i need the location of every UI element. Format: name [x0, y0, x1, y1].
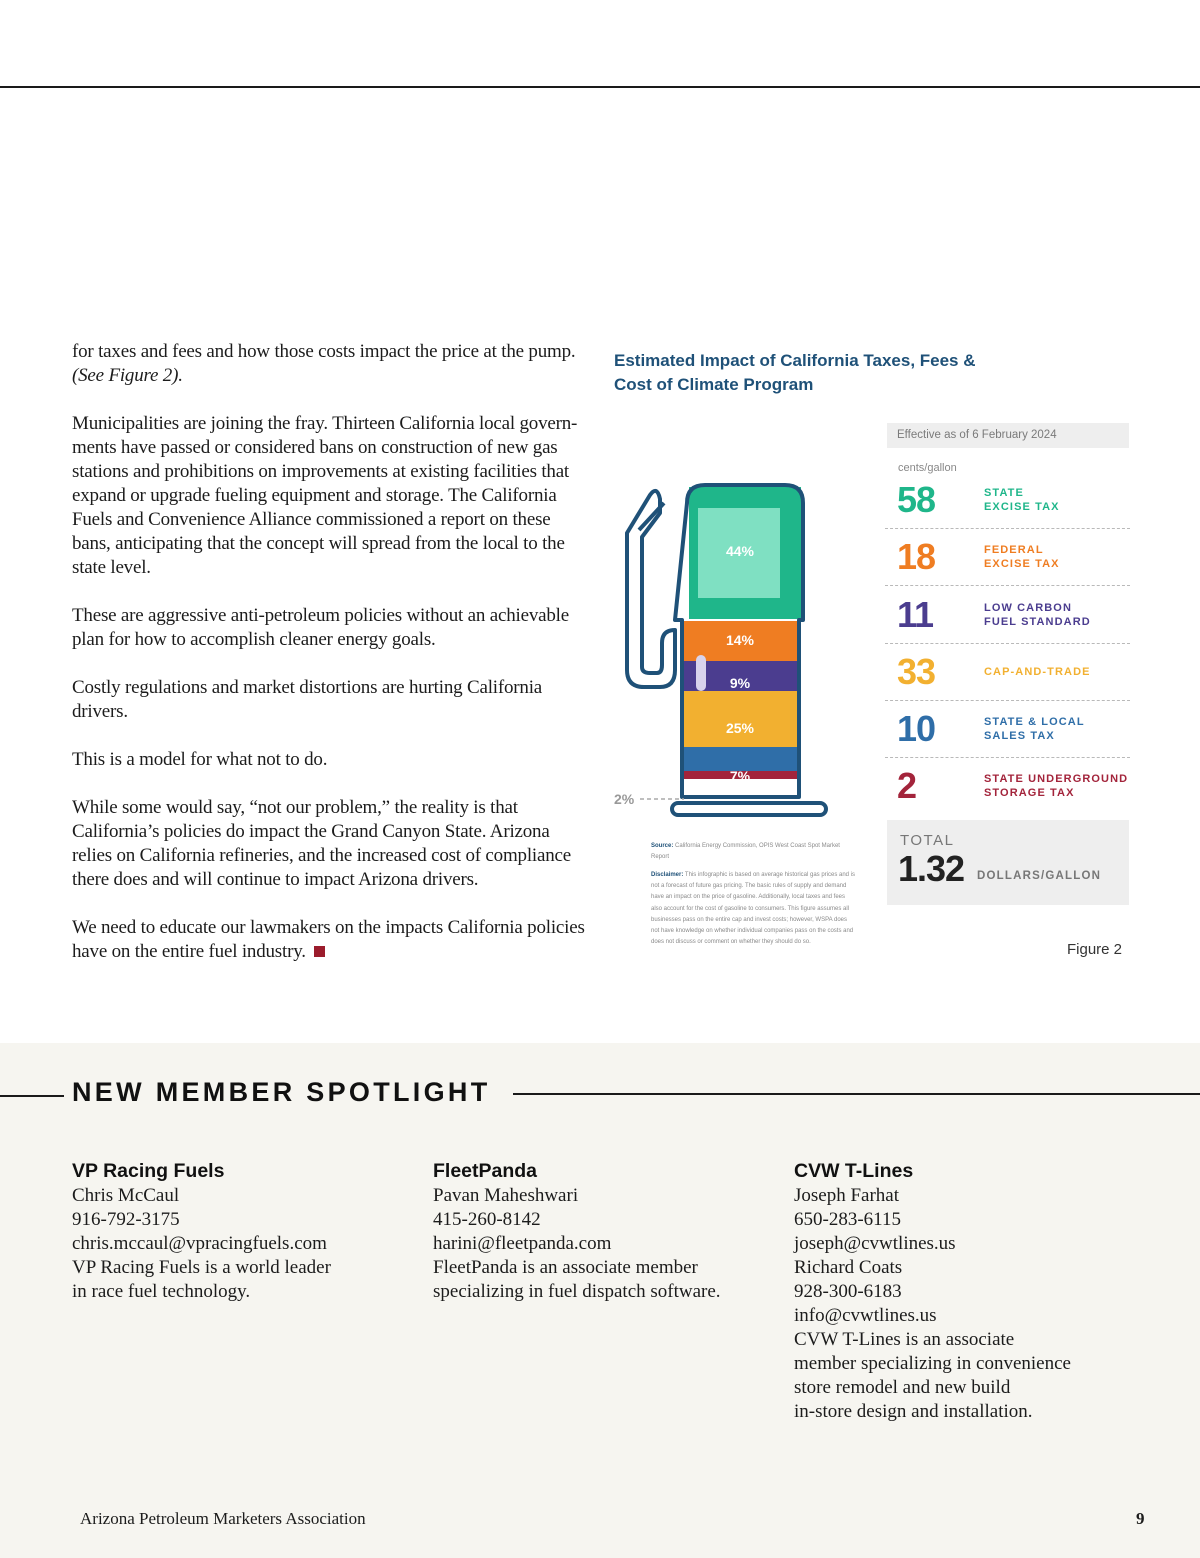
- member-contact: Pavan Maheshwari: [433, 1185, 579, 1206]
- footer-organization: Arizona Petroleum Marketers Association: [80, 1509, 366, 1528]
- tax-label: STATE UNDERGROUND STORAGE TAX: [984, 773, 1129, 799]
- pump-segment-label: 44%: [725, 543, 755, 559]
- member-email: info@cvwtlines.us: [794, 1305, 937, 1326]
- member-phone: 650-283-6115: [794, 1209, 901, 1230]
- tax-label: STATE & LOCAL SALES TAX: [984, 716, 1085, 742]
- member-email: chris.mccaul@vpracingfuels.com: [72, 1233, 327, 1254]
- article-paragraph: While some would say, “not our problem,” the reality is that California’s policies do impact the Grand Canyon State. Arizona relies on California refineries, and the increased cost of compliance there does and will continue to impact Arizona drivers.: [72, 797, 571, 890]
- member-description: VP Racing Fuels is a world leader: [72, 1257, 331, 1278]
- figure-title: Estimated Impact of California Taxes, Fees & Cost of Climate Program: [614, 351, 976, 394]
- tax-row-cap-and-trade: [887, 649, 1130, 695]
- member-description: store remodel and new build: [794, 1377, 1011, 1398]
- member-name: FleetPanda: [433, 1160, 538, 1182]
- tax-value: 11: [897, 594, 934, 635]
- unit-label: cents/gallon: [898, 462, 957, 474]
- total-unit: DOLLARS/GALLON: [977, 870, 1102, 882]
- member-phone: 916-792-3175: [72, 1209, 180, 1230]
- member-name: CVW T-Lines: [794, 1160, 914, 1182]
- article-paragraph: for taxes and fees and how those costs impact the price at the pump. (See Figure 2).: [72, 341, 576, 386]
- member-details: [433, 1184, 763, 1304]
- tax-value: 58: [897, 479, 936, 520]
- tax-divider: [885, 643, 1130, 645]
- total-value: 1.32: [898, 848, 965, 889]
- tax-divider: [885, 528, 1130, 530]
- pump-hose: [627, 491, 675, 687]
- figure-reference: (See Figure 2).: [72, 365, 183, 386]
- member-description: CVW T-Lines is an associate: [794, 1329, 1015, 1350]
- member-email: harini@fleetpanda.com: [433, 1233, 612, 1254]
- tax-value: 10: [897, 708, 936, 749]
- end-mark-icon: [314, 946, 325, 957]
- member-contact: Chris McCaul: [72, 1185, 180, 1206]
- member-contact: Richard Coats: [794, 1257, 903, 1278]
- tax-divider: [885, 757, 1130, 759]
- article-paragraph: Municipalities are joining the fray. Thirteen California local govern-ments have passed or considered bans on construction of new gas stations and prohibitions on improvements at existing facilities that expand or upgrade fueling equipment and storage. The California Fuels and Convenience Alliance commissioned a report on these bans, anticipating that the concept will spread from the local to the state level.: [72, 413, 578, 578]
- tax-label: STATE EXCISE TAX: [984, 487, 1060, 513]
- total-box: [887, 820, 1129, 905]
- article-body: [72, 340, 592, 988]
- article-paragraph: Costly regulations and market distortions are hurting California drivers.: [72, 677, 543, 722]
- spotlight-rule-right: [513, 1093, 1200, 1095]
- pump-base: [672, 803, 826, 815]
- member-phone: 415-260-8142: [433, 1209, 541, 1230]
- top-rule: [0, 86, 1200, 88]
- tax-row-state-excise: [887, 477, 1130, 523]
- tax-row-sales-tax: [887, 706, 1130, 752]
- tax-row-federal-excise: [887, 534, 1130, 580]
- pump-segment-label-2pct: 2%: [614, 791, 635, 807]
- article-paragraph: We need to educate our lawmakers on the impacts California policies have on the entire fuel industry.: [72, 917, 585, 962]
- page-number: 9: [1136, 1509, 1145, 1528]
- pump-segment-label: 14%: [725, 632, 755, 648]
- tax-row-underground-storage: [887, 763, 1130, 809]
- member-card-vp-racing: [72, 1158, 402, 1304]
- article-paragraph: This is a model for what not to do.: [72, 749, 328, 770]
- pump-segment-label: 25%: [725, 720, 755, 736]
- tax-value: 33: [897, 651, 936, 692]
- figure-caption: Figure 2: [1067, 941, 1123, 958]
- member-description: FleetPanda is an associate member: [433, 1257, 698, 1278]
- total-label: TOTAL: [900, 832, 955, 849]
- member-card-cvw-t-lines: [794, 1158, 1124, 1424]
- disclaimer-label: Disclaimer:: [651, 872, 684, 878]
- member-card-fleetpanda: [433, 1158, 763, 1304]
- article-paragraph: These are aggressive anti-petroleum policies without an achievable plan for how to accomplish cleaner energy goals.: [72, 605, 569, 650]
- pump-gauge: [696, 655, 706, 691]
- spotlight-title: NEW MEMBER SPOTLIGHT: [72, 1077, 491, 1107]
- tax-label: LOW CARBON FUEL STANDARD: [984, 602, 1091, 628]
- tax-label: FEDERAL EXCISE TAX: [984, 544, 1060, 570]
- figure-2-infographic: [612, 345, 1142, 970]
- tax-value: 2: [897, 765, 917, 806]
- member-description: in race fuel technology.: [72, 1281, 251, 1302]
- tax-divider: [885, 585, 1130, 587]
- member-email: joseph@cvwtlines.us: [794, 1233, 956, 1254]
- member-contact: Joseph Farhat: [794, 1185, 900, 1206]
- member-details: [72, 1184, 402, 1304]
- tax-row-low-carbon: [887, 592, 1130, 638]
- pump-segment-4: [682, 691, 799, 747]
- figure-disclaimer: [651, 870, 856, 948]
- member-description: in-store design and installation.: [794, 1401, 1033, 1422]
- tax-divider: [885, 700, 1130, 702]
- tax-value: 18: [897, 536, 936, 577]
- member-phone: 928-300-6183: [794, 1281, 902, 1302]
- member-details: [794, 1184, 1124, 1424]
- member-description: member specializing in convenience: [794, 1353, 1071, 1374]
- new-member-spotlight: [0, 1043, 1200, 1558]
- member-name: VP Racing Fuels: [72, 1160, 225, 1182]
- figure-source: [651, 841, 856, 863]
- spotlight-rule-left: [0, 1095, 64, 1097]
- source-label: Source:: [651, 843, 674, 849]
- source-text: California Energy Commission, OPIS West Coast Spot Market Report: [651, 843, 840, 860]
- pump-segment-label: 9%: [729, 675, 751, 691]
- disclaimer-text: This infographic is based on average historical gas prices and is not a forecast of future gas pricing. The basic rules of supply and demand have an impact on the price of gasoline. Additionally, local taxes and fees also account for the cost of gasoline to consumers. This figure assumes all businesses pass on the entire cap and invest costs; however, WSPA does not have knowledge on whether individual companies pass on the costs and does not discuss or comment on whether they should do so.: [651, 872, 856, 946]
- member-description: specializing in fuel dispatch software.: [433, 1281, 721, 1302]
- effective-date: Effective as of 6 February 2024: [887, 423, 1129, 448]
- tax-label: CAP-AND-TRADE: [984, 666, 1091, 678]
- pump-segment-label: 7%: [729, 768, 751, 784]
